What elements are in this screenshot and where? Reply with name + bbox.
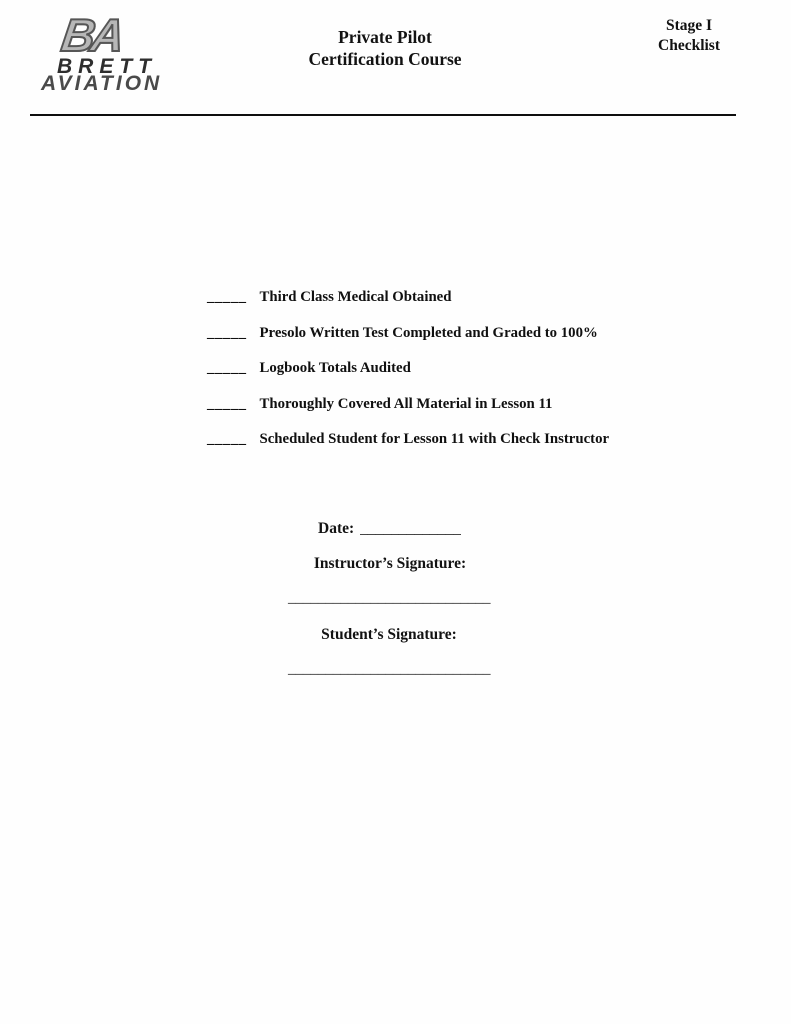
date-row bbox=[318, 520, 461, 538]
header-divider bbox=[30, 114, 736, 116]
checklist-item bbox=[207, 396, 552, 413]
logo-word-aviation: AVIATION bbox=[41, 72, 163, 95]
check-blank-line: _____ bbox=[207, 431, 247, 447]
checklist-item-label: Thoroughly Covered All Material in Lesson 11 bbox=[259, 396, 553, 412]
stage-line-2: Checklist bbox=[658, 36, 720, 54]
stage-line-1: Stage I bbox=[665, 17, 713, 34]
ba-logo-icon: BA bbox=[58, 9, 125, 61]
check-blank-line: _____ bbox=[207, 360, 247, 376]
instructor-signature-line: ___________________________ bbox=[288, 590, 491, 606]
checklist-item-label: Presolo Written Test Completed and Graded to 100% bbox=[259, 325, 598, 341]
logo-word-brett: BRETT bbox=[57, 55, 157, 78]
checklist-item bbox=[207, 325, 598, 342]
student-signature-label: Student’s Signature: bbox=[321, 626, 457, 643]
check-blank-line: _____ bbox=[207, 325, 247, 341]
instructor-signature-label: Instructor’s Signature: bbox=[313, 555, 467, 572]
checklist-item bbox=[207, 289, 451, 306]
check-blank-line: _____ bbox=[207, 396, 247, 412]
title-line-1: Private Pilot bbox=[338, 27, 432, 47]
checklist-item-label: Logbook Totals Audited bbox=[259, 360, 411, 376]
title-line-2: Certification Course bbox=[308, 48, 462, 69]
date-label: Date: bbox=[318, 520, 355, 537]
brett-aviation-logo bbox=[40, 9, 205, 95]
document-title bbox=[308, 27, 461, 70]
student-signature-line: ___________________________ bbox=[288, 661, 491, 677]
checklist-item-label: Scheduled Student for Lesson 11 with Check Instructor bbox=[259, 431, 610, 447]
checklist-item-label: Third Class Medical Obtained bbox=[259, 289, 452, 305]
checklist-item bbox=[207, 360, 411, 377]
check-blank-line: _____ bbox=[207, 289, 247, 305]
date-blank-line: _____________ bbox=[360, 520, 461, 537]
checklist-item bbox=[207, 431, 609, 448]
stage-label bbox=[658, 16, 720, 55]
